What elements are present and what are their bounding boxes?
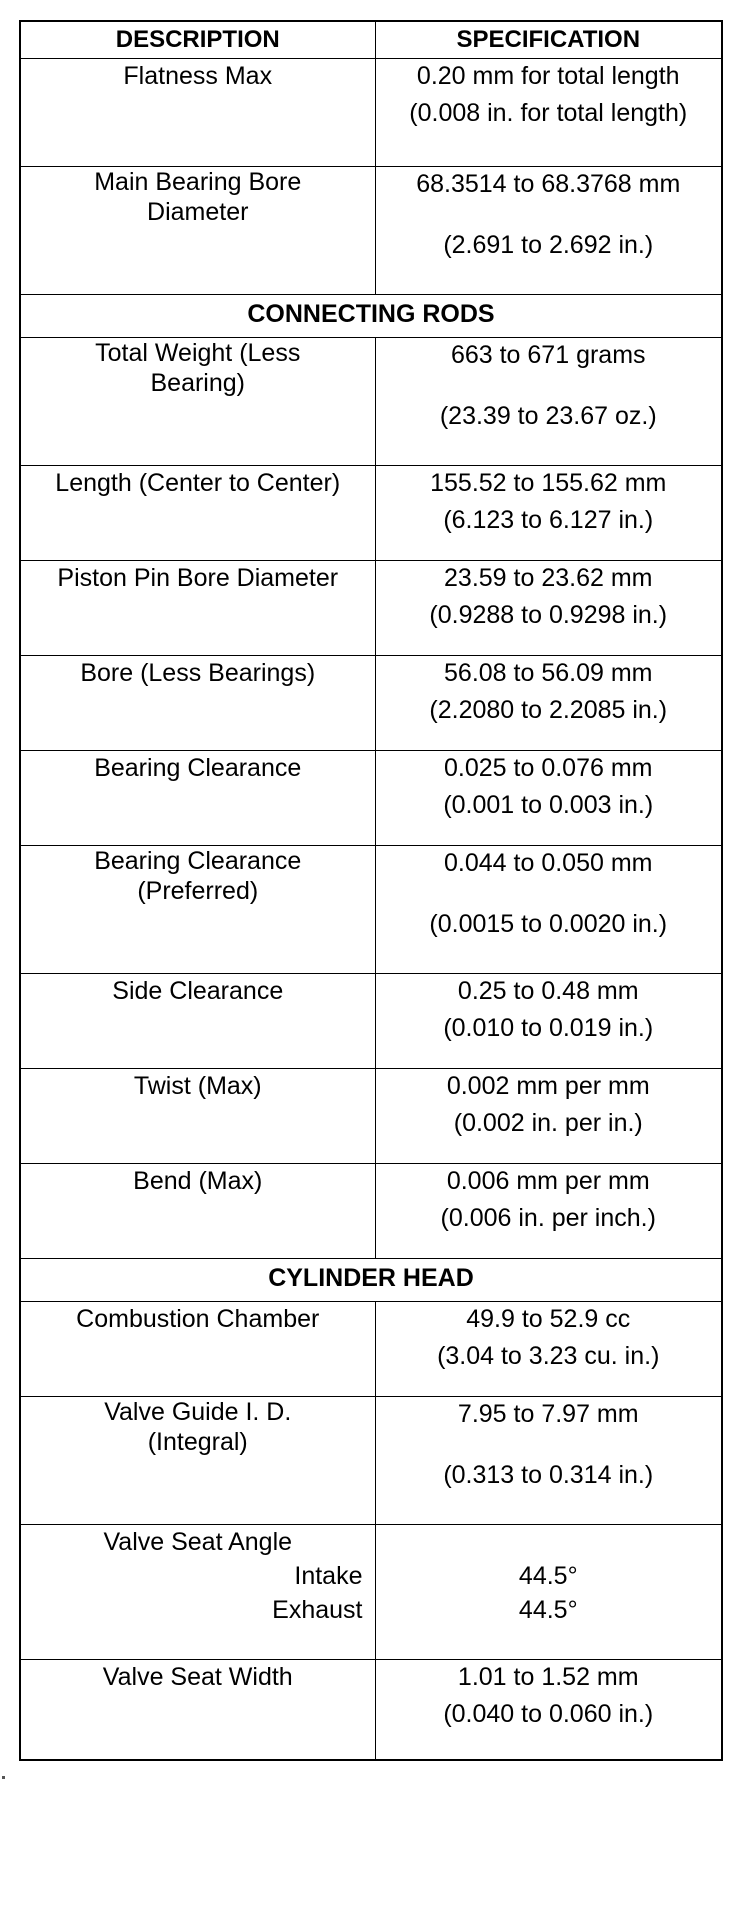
spec-cell: [375, 338, 722, 466]
table-row-twist: [20, 1069, 722, 1164]
table-header-row: [20, 21, 722, 59]
spec-metric: 23.59 to 23.62 mm: [444, 564, 653, 592]
desc-text: Flatness Max: [123, 62, 273, 90]
spec-cell: [375, 1660, 722, 1760]
spec-imperial: (0.040 to 0.060 in.): [443, 1700, 654, 1728]
header-description: DESCRIPTION: [20, 21, 375, 59]
desc-cell: [20, 1069, 375, 1164]
spec-imperial: (6.123 to 6.127 in.): [443, 506, 654, 534]
table-row-valve-seat-angle: [20, 1525, 722, 1660]
desc-cell: [20, 846, 375, 974]
desc-cell: [20, 1525, 375, 1660]
spec-cell: [375, 167, 722, 295]
spec-metric: 0.044 to 0.050 mm: [444, 849, 653, 877]
spec-metric: 0.006 mm per mm: [446, 1167, 650, 1195]
spec-metric: 0.025 to 0.076 mm: [444, 754, 653, 782]
section-title: CONNECTING RODS: [20, 295, 722, 338]
desc-cell: [20, 1660, 375, 1760]
table-row-bend: [20, 1164, 722, 1259]
spec-metric: 68.3514 to 68.3768 mm: [416, 170, 681, 198]
spec-metric: 0.20 mm for total length: [416, 62, 680, 90]
desc-text: Bore (Less Bearings): [80, 659, 316, 687]
spec-imperial: (0.9288 to 0.9298 in.): [429, 601, 668, 629]
table-row-bore: [20, 656, 722, 751]
desc-text: Bearing Clearance: [94, 847, 302, 875]
desc-cell: [20, 1164, 375, 1259]
spec-imperial: (0.006 in. per inch.): [440, 1204, 656, 1232]
desc-text: (Integral): [147, 1428, 248, 1456]
spec-metric: 7.95 to 7.97 mm: [457, 1400, 639, 1428]
desc-cell: [20, 656, 375, 751]
scan-speck: [2, 1776, 5, 1779]
spec-imperial: (0.001 to 0.003 in.): [443, 791, 654, 819]
spec-metric: 1.01 to 1.52 mm: [457, 1663, 639, 1691]
desc-text: Valve Guide I. D.: [104, 1398, 292, 1426]
table-row-valve-guide: [20, 1397, 722, 1525]
table-row-piston-pin: [20, 561, 722, 656]
table-row-flatness: [20, 59, 722, 167]
desc-cell: [20, 974, 375, 1069]
desc-text: Bearing): [150, 369, 245, 397]
spec-cell: [375, 1164, 722, 1259]
spec-cell: [375, 1302, 722, 1397]
desc-text: Bearing Clearance: [94, 754, 302, 782]
spec-imperial: (0.0015 to 0.0020 in.): [429, 910, 668, 938]
exhaust-label: Exhaust: [272, 1596, 363, 1624]
desc-cell: [20, 167, 375, 295]
table-row-bearing-clearance: [20, 751, 722, 846]
table-row-bearing-clearance-preferred: [20, 846, 722, 974]
section-connecting-rods: [20, 295, 722, 338]
spec-imperial: (2.2080 to 2.2085 in.): [429, 696, 668, 724]
spec-cell: [375, 751, 722, 846]
spec-cell: [375, 466, 722, 561]
spec-imperial: (0.010 to 0.019 in.): [443, 1014, 654, 1042]
spec-metric: 663 to 671 grams: [450, 341, 646, 369]
desc-cell: [20, 466, 375, 561]
spec-imperial: (2.691 to 2.692 in.): [443, 231, 654, 259]
desc-text: Valve Seat Width: [102, 1663, 293, 1691]
section-title: CYLINDER HEAD: [20, 1259, 722, 1302]
spec-cell: [375, 974, 722, 1069]
spec-imperial: (0.313 to 0.314 in.): [443, 1461, 654, 1489]
spec-cell: [375, 846, 722, 974]
table-row-length: [20, 466, 722, 561]
desc-cell: [20, 1302, 375, 1397]
desc-text: Diameter: [147, 198, 249, 226]
spec-cell: [375, 59, 722, 167]
desc-text: Length (Center to Center): [55, 469, 341, 497]
header-specification: SPECIFICATION: [375, 21, 722, 59]
table-row-main-bearing: [20, 167, 722, 295]
table-row-total-weight: [20, 338, 722, 466]
desc-text: Piston Pin Bore Diameter: [57, 564, 339, 592]
intake-value: 44.5°: [518, 1562, 578, 1590]
desc-text: Main Bearing Bore: [94, 168, 302, 196]
desc-cell: [20, 561, 375, 656]
spec-cell: [375, 656, 722, 751]
desc-text: Total Weight (Less: [95, 339, 301, 367]
spec-cell: [375, 1525, 722, 1660]
table-row-valve-seat-width: [20, 1660, 722, 1760]
desc-text: Side Clearance: [112, 977, 284, 1005]
spec-metric: 0.002 mm per mm: [446, 1072, 650, 1100]
desc-cell: [20, 751, 375, 846]
specification-table: [19, 20, 723, 1761]
spec-metric: 155.52 to 155.62 mm: [430, 469, 667, 497]
section-cylinder-head: [20, 1259, 722, 1302]
intake-label: Intake: [294, 1562, 363, 1590]
spec-cell: [375, 1397, 722, 1525]
spec-metric: 56.08 to 56.09 mm: [444, 659, 653, 687]
spec-imperial: (0.008 in. for total length): [409, 99, 688, 127]
spec-metric: 0.25 to 0.48 mm: [457, 977, 639, 1005]
desc-text: Valve Seat Angle: [103, 1528, 293, 1556]
spec-cell: [375, 1069, 722, 1164]
exhaust-value: 44.5°: [518, 1596, 578, 1624]
spec-cell: [375, 561, 722, 656]
desc-cell: [20, 1397, 375, 1525]
desc-text: Combustion Chamber: [76, 1305, 320, 1333]
spec-imperial: (0.002 in. per in.): [453, 1109, 643, 1137]
desc-cell: [20, 59, 375, 167]
desc-text: (Preferred): [137, 877, 259, 905]
spec-imperial: (23.39 to 23.67 oz.): [439, 402, 657, 430]
spec-metric: 49.9 to 52.9 cc: [466, 1305, 631, 1333]
desc-text: Twist (Max): [133, 1072, 262, 1100]
desc-text: Bend (Max): [133, 1167, 263, 1195]
table-row-side-clearance: [20, 974, 722, 1069]
table-row-combustion-chamber: [20, 1302, 722, 1397]
desc-cell: [20, 338, 375, 466]
spec-imperial: (3.04 to 3.23 cu. in.): [437, 1342, 660, 1370]
